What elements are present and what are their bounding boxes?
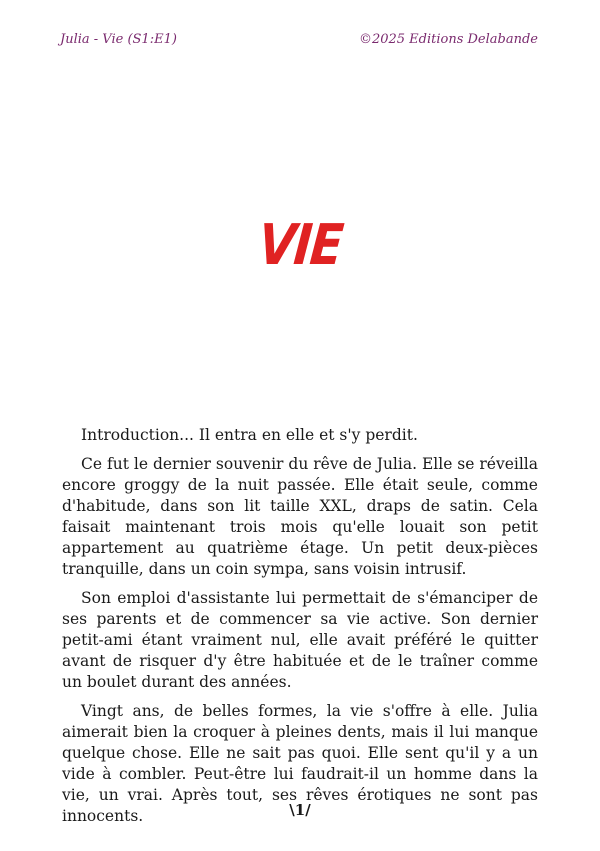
paragraph: Introduction... Il entra en elle et s'y perdit. bbox=[81, 426, 418, 444]
paragraph: Vingt ans, de belles formes, la vie s'offre à elle. Julia aimerait bien la croquer à pleines dents, mais il lui manque quelque chose. Elle ne sait pas quoi. Elle sent qu'il y a un vide à combler. Peut-être lui faudrait-il un homme dans la vie, un vrai. Après tout, ses rêves érotiques ne sont pas innocents. bbox=[62, 702, 538, 825]
running-header-title: Julia - Vie (S1:E1) bbox=[60, 32, 177, 47]
chapter-title: VIE bbox=[255, 213, 345, 278]
page-number: \1/ bbox=[289, 801, 311, 819]
paragraph: Son emploi d'assistante lui permettait de s'émanciper de ses parents et de commencer sa vie active. Son dernier petit-ami étant vraiment nul, elle avait préféré le quitter avant de risquer d'y être habituée et de le traîner comme un boulet durant des années. bbox=[62, 589, 538, 691]
paragraph: Ce fut le dernier souvenir du rêve de Julia. Elle se réveilla encore groggy de la nuit passée. Elle était seule, comme d'habitude, dans son lit taille XXL, draps de satin. Cela faisait maintenant trois mois qu'elle louait son petit appartement au quatrième étage. Un petit deux-pièces tranquille, dans un coin sympa, sans voisin intrusif. bbox=[62, 455, 538, 578]
running-header-copyright: ©2025 Editions Delabande bbox=[358, 32, 538, 47]
chapter-body bbox=[62, 425, 538, 835]
